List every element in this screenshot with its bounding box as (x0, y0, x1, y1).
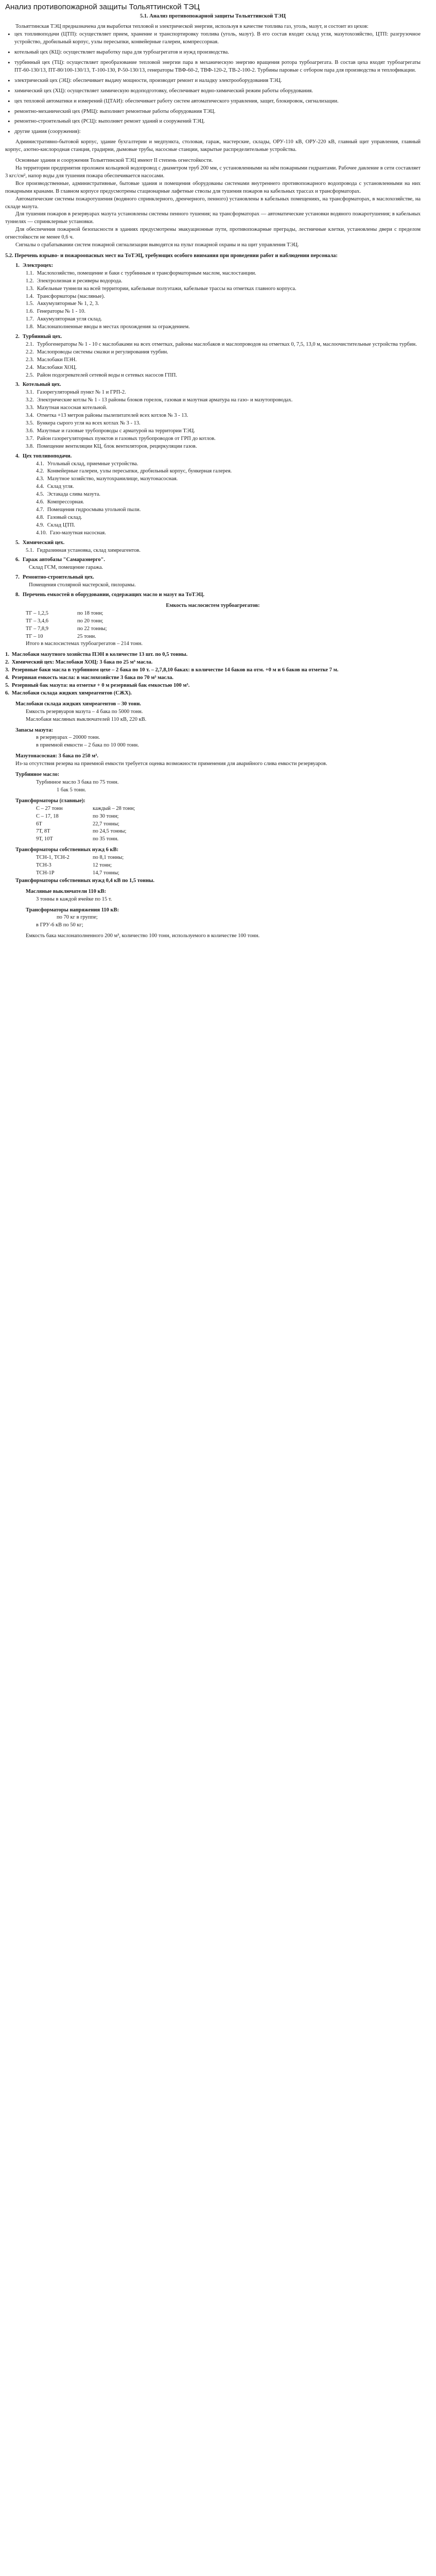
list-item: • цех топливоподачи (ЦТП): осуществляет прием, хранение и транспортировку топлива (уголь, мазут). В его состав входят склад угля, мазутохозяйство, ЦТП: разгрузочное устройство, дробильный корпус, узлы пересыпки, конвейерные галереи, компрессорная. (14, 31, 421, 46)
hazard-text: Аккумуляторные № 1, 2, 3. (37, 301, 99, 307)
oil-items-list (5, 651, 421, 697)
hazard-item (5, 420, 421, 428)
stock-title: Запасы мазута: (15, 727, 54, 733)
hazard-text: Помещение вентиляции КЦ, блок вентиляторов, рециркуляции газов. (37, 443, 197, 449)
tanks-title: Емкость маслосистем турбоагрегатов: (166, 602, 260, 608)
hazard-number: 4.4. (36, 484, 44, 490)
hazard-number: 1.4. (26, 293, 34, 299)
hazard-text: Электролизная и ресиверы водорода. (37, 278, 123, 284)
section-title: 5.1. Анализ противопожарной защиты Тольяттинской ТЭЦ (139, 13, 286, 19)
hazard-item (5, 270, 421, 278)
hazard-number: 5. (15, 539, 20, 546)
hazard-item (5, 285, 421, 293)
list-item (5, 854, 421, 862)
oil-item-number: 3. (5, 667, 9, 673)
list-item (5, 625, 421, 633)
hazard-item (5, 349, 421, 357)
hazard-text: Склад угля. (47, 484, 74, 490)
hazard-item (5, 412, 421, 420)
paragraph: На территории предприятия проложен кольцевой водопровод с диаметром труб 200 мм, с установленными на нём пожарными гидрантами. Рабочее давление в сети составляет 3 кгс/см², напор воды для тушения пожара обеспечивается насосами. (5, 165, 421, 179)
oil-item-number: 1. (5, 652, 9, 658)
list-item (5, 813, 421, 821)
hazard-text: Ремонтно-строительный цех. (22, 574, 94, 581)
hazard-item (5, 324, 421, 331)
mazutka-text: Из-за отсутствия резерва на приемной емкости требуется оценка возможности применения для аварийного слива емкости резервуаров. (15, 761, 327, 767)
paragraph: Автоматические системы пожаротушения (водяного спринклерного, дренчерного, пенного) установлены в кабельных помещениях, на трансформаторах, в маслохозяйстве, на складе мазута. (5, 196, 421, 210)
turbo-line: 1 бак 5 тонн. (57, 787, 86, 793)
hazards-list (5, 262, 421, 599)
hazard-text: Бункера сырого угля на всех котлах № 3 - 13. (37, 420, 141, 426)
oil-item (5, 682, 421, 690)
hazard-item (5, 357, 421, 364)
hazard-text: Маслопроводы системы смазки и регулирования турбин. (37, 349, 168, 355)
hazard-item (5, 308, 421, 316)
item-label: ТГ – 3,4,6 (26, 618, 48, 624)
item-label: ТГ – 1,2,5 (26, 610, 48, 616)
hazard-item (5, 293, 421, 301)
oil-item (5, 690, 421, 698)
hazard-text: Район подогревателей сетевой воды и сетевых насосов ГПП. (37, 372, 177, 378)
hazard-item (5, 262, 421, 270)
oil-item-text: Маслобаки мазутного хозяйства ПЭН в количестве 13 шт. по 0,5 тонны. (11, 652, 188, 658)
hazard-item (5, 341, 421, 349)
hazard-item (5, 364, 421, 372)
hazard-text: Склад ЦТП. (47, 522, 75, 528)
hazard-item (5, 300, 421, 308)
oil-item-text: Маслобаки склада жидких химреагентов (СЖХ). (11, 690, 132, 696)
hazard-number: 1.7. (26, 316, 34, 323)
hazard-item (5, 278, 421, 285)
hazard-text: Химический цех. (22, 539, 65, 546)
hazard-text: Маслобаки ХОЦ. (37, 364, 77, 370)
hazard-number: 3.7. (26, 435, 34, 442)
item-label: ТСН-1Р (36, 870, 55, 876)
hazard-item (5, 483, 421, 491)
list-item (5, 805, 421, 813)
item-value: 14,7 тонны; (93, 870, 119, 876)
oil-item-number: 2. (5, 659, 9, 666)
hazard-text: Мазутные и газовые трубопроводы с арматурой на территории ТЭЦ. (37, 428, 195, 434)
document (0, 0, 426, 944)
list-item: • электрический цех (ЭЦ): обеспечивает выдачу мощности, производит ремонт и наладку электрооборудования ТЭЦ. (14, 77, 421, 85)
hazard-text: Электрические котлы № 1 - 13 районы блоков горелок, газовая и мазутная арматура на газо- и мазутопроводах. (37, 397, 293, 403)
list-item: • ремонтно-механический цех (РМЦ): выполняет ремонтные работы оборудования ТЭЦ. (14, 108, 421, 116)
paragraph: Для обеспечения пожарной безопасности в зданиях предусмотрены эвакуационные пути, противопожарные преграды, лестничные клетки, установлены двери с пределом огнестойкости не менее 0,6 ч. (5, 227, 421, 241)
hazard-number: 6. (15, 557, 20, 563)
hazard-number: 3.5. (26, 420, 34, 426)
list-item: • котельный цех (КЦ): осуществляет выработку пара для турбоагрегатов и нужд производства. (14, 49, 421, 57)
list-item (5, 862, 421, 870)
own-list (5, 854, 421, 877)
hazard-item (5, 574, 421, 582)
list-item: • химический цех (ХЦ): осуществляет химическую водоподготовку, обеспечивает водно-химический режим работы оборудования. (14, 88, 421, 95)
hazard-item (5, 333, 421, 341)
switch-line: 3 тонны в каждой ячейке по 15 т. (36, 896, 112, 902)
paragraph: Сигналы о срабатывании систем пожарной сигнализации выводятся на пульт пожарной охраны и на щит управления ТЭЦ. (15, 242, 299, 248)
hazard-number: 7. (15, 574, 20, 581)
hazard-text: Гидразинная установка, склад химреагентов. (37, 547, 141, 553)
hazard-item (5, 428, 421, 435)
hazard-number: 1.3. (26, 285, 34, 292)
hazard-number: 2.3. (26, 357, 34, 363)
list-item (5, 618, 421, 625)
stock-line: в резервуарах – 20000 тонн. (36, 735, 100, 741)
hazard-text: Конвейерные галереи, узлы пересыпки, дробильный корпус, бункерная галерея. (47, 468, 232, 474)
hazard-item (5, 397, 421, 404)
hazard-number: 1.6. (26, 309, 34, 315)
mazut-title: Маслобаки склада жидких химреагентов – 30 тонн. (15, 701, 142, 707)
hazard-number: 3.2. (26, 397, 34, 403)
other-buildings: Административно-бытовой корпус, здание бухгалтерии и медпункта, столовая, гараж, мастерские, склады, ОРУ-110 кВ, ОРУ-220 кВ, главный щит управления, главный корпус, азотно-кислородная станция, градирни, дымовые трубы, насосные станции, закрытые распределительные устройства. (5, 139, 421, 153)
item-value: 12 тонн; (93, 862, 112, 869)
item-value: 25 тонн. (77, 633, 96, 639)
hazard-number: 4.5. (36, 492, 44, 498)
hazard-number: 3. (15, 382, 20, 388)
oil-item (5, 674, 421, 682)
hazard-number: 1. (15, 262, 20, 268)
mazutka-title: Мазутонасосная: 3 бака по 250 м³. (15, 753, 99, 759)
hazard-number: 4.1. (36, 461, 44, 467)
list-item (5, 821, 421, 828)
transf-list (5, 805, 421, 844)
hazard-item (5, 514, 421, 522)
oil-item-text: Резервные баки масла в турбинном цехе – 2 бака по 10 т. – 2,7,8,10 баках: в количестве 14 баков на отм. +0 м и 6 баков на отметке 7 м. (11, 667, 339, 673)
hazard-item (5, 404, 421, 412)
hazard-text: Газо-мазутная насосная. (50, 530, 106, 536)
hazard-text: Гараж автобазы "Самараэнерго". (22, 557, 106, 563)
item-label: ТГ – 7,8,9 (26, 625, 48, 632)
item-label: 7Т, 8Т (36, 828, 50, 835)
item-value: по 22 тонны; (77, 625, 107, 632)
hazard-text: Перечень емкостей в оборудовании, содержащих масло и мазут на ТоТЭЦ. (22, 592, 205, 598)
hazard-number: 4.9. (36, 522, 44, 528)
item-label: ТСН-3 (36, 862, 51, 869)
hazard-number: 3.4. (26, 413, 34, 419)
item-value: по 18 тонн; (77, 610, 103, 616)
tanks-total: Итого в маслосистемах турбоагрегатов – 214 тонн. (26, 641, 143, 647)
oil-item (5, 651, 421, 659)
hazard-number: 3.3. (26, 405, 34, 411)
item-label: ТСН-1, ТСН-2 (36, 855, 69, 861)
oil-item-number: 6. (5, 690, 9, 696)
paragraph: Основные здания и сооружения Тольяттинской ТЭЦ имеют II степень огнестойкости. (15, 158, 213, 164)
hazard-text: Мазутное хозяйство, мазутохранилище, мазутонасосная. (47, 476, 178, 482)
hazard-item (5, 539, 421, 547)
list-item: • другие здания (сооружения): (14, 128, 421, 136)
mazut-line: Емкость резервуаров мазута – 4 бака по 5000 тонн. (26, 708, 143, 715)
hazard-text: Турбогенераторы № 1 - 10 с маслобаками на всех отметках, районы маслобаков и маслопроводов на отметках 0, 7,5, 13,0 м, маслоочистительные устройства турбин. (37, 341, 417, 347)
last-line: по 70 кг в группе; (57, 914, 98, 921)
item-label: 6Т (36, 821, 42, 827)
hazard-text: Район газорегуляторных пунктов и газовых трубопроводов от ГРП до котлов. (37, 435, 216, 442)
oil-item-number: 5. (5, 683, 9, 688)
hazard-text: Отметка +13 метров районы пылепитателей всех котлов № 3 - 13. (37, 413, 188, 419)
item-label: С – 27 тонн (36, 805, 63, 811)
list-item (5, 870, 421, 877)
hazard-number: 4. (15, 453, 20, 459)
turbo-line: Турбинное масло 3 бака по 75 тонн. (36, 779, 119, 785)
hazard-number: 8. (15, 592, 20, 598)
item-value: 22,7 тонны; (93, 821, 119, 827)
hazard-text: Помещения столярной мастерской, пилорамы. (29, 582, 136, 588)
hazard-item (5, 435, 421, 443)
hazard-item (5, 556, 421, 564)
last-line: в ГРУ-6 кВ по 50 кг; (36, 922, 83, 928)
hazard-text: Маслонаполненные вводы в местах прохождения за ограждением. (37, 324, 190, 330)
hazard-item (5, 468, 421, 476)
hazard-text: Эстакада слива мазута. (47, 492, 100, 498)
hazard-item (5, 582, 421, 589)
hazard-text: Компрессорная. (47, 499, 84, 505)
item-value: по 30 тонн; (93, 813, 119, 819)
paragraph: Все производственные, административные, бытовые здания и помещения оборудованы системами внутреннего противопожарного водопровода с установленными на них пожарными кранами. В главном корпусе предусмотрены стационарные лафетные стволы для тушения пожаров на кабельных трассах и трансформаторах. (5, 180, 421, 194)
last-item: Емкость бака маслонаполненного 200 м³, количество 100 тонн, используемого в количестве 100 тонн. (26, 933, 260, 939)
hazard-text: Маслобаки ПЭН. (37, 357, 77, 363)
item-value: по 20 тонн; (77, 618, 103, 624)
oil-item-text: Химический цех: Маслобаки ХОЦ: 3 бака по 25 м³ масла. (11, 659, 153, 666)
hazard-number: 1.5. (26, 301, 34, 307)
hazard-item (5, 461, 421, 468)
hazard-text: Турбинный цех. (22, 334, 62, 340)
hazard-item (5, 491, 421, 499)
hazard-number: 3.6. (26, 428, 34, 434)
hazard-number: 2.1. (26, 341, 34, 347)
hazard-number: 1.2. (26, 278, 34, 284)
hazard-item (5, 530, 421, 537)
tanks-list (5, 610, 421, 641)
transf-title: Трансформаторы (главные): (15, 798, 85, 804)
hazard-number: 4.3. (36, 476, 44, 482)
document-title: Анализ противопожарной защиты Тольяттинской ТЭЦ (5, 3, 200, 11)
item-value: по 24,5 тонны; (93, 828, 127, 835)
hazard-item (5, 389, 421, 397)
item-label: С – 17, 18 (36, 813, 59, 819)
hazard-item (5, 591, 421, 599)
hazard-item (5, 564, 421, 572)
hazard-number: 4.2. (36, 468, 44, 474)
list-item: • турбинный цех (ТЦ): осуществляет преобразование тепловой энергии пара в механическую энергию вращения ротора турбоагрегата. В состав цеха входят турбоагрегаты ПТ-60-130/13, ПТ-80/100-130/13, Т-100-130, Р-50-130/13, генераторы ТВФ-60-2, ТВФ-120-2, ТВ-2-100-2. Турбины паровые с отбором пара для производства и теплофикации. (14, 59, 421, 75)
hazard-number: 4.8. (36, 514, 44, 520)
hazard-text: Аккумуляторная угля склад. (37, 316, 102, 323)
own-title: Трансформаторы собственных нужд 6 кВ: (15, 847, 119, 853)
hazard-text: Угольный склад, приемные устройства. (47, 461, 138, 467)
hazard-text: Кабельные туннели на всей территории, кабельные полуэтажи, кабельные трассы на отметках главного корпуса. (37, 285, 297, 292)
hazard-text: Цех топливоподачи. (22, 453, 72, 459)
hazard-text: Мазутная насосная котельной. (37, 405, 108, 411)
hazard-number: 2. (15, 334, 20, 340)
hazard-number: 2.4. (26, 364, 34, 370)
hazard-number: 4.6. (36, 499, 44, 505)
intro-paragraph: Тольяттинская ТЭЦ предназначена для выработки тепловой и электрической энергии, используя в качестве топлива газ, уголь, мазут, и состоит из цехов: (15, 24, 369, 30)
list-item: • цех тепловой автоматики и измерений (ЦТАИ): обеспечивает работу систем автоматического управления, защит, блокировок, сигнализации. (14, 98, 421, 106)
turbo-title: Турбинное масло: (15, 772, 60, 778)
hazard-text: Маслохозяйство, помещение и баки с турбинным и трансформаторным маслом, маслостанции. (37, 270, 256, 276)
oil-item-number: 4. (5, 675, 9, 681)
hazard-item (5, 522, 421, 530)
hazard-number: 1.8. (26, 324, 34, 330)
hazard-number: 4.7. (36, 506, 44, 513)
hazard-item (5, 506, 421, 514)
hazard-number: 2.2. (26, 349, 34, 355)
last-title: Трансформаторы напряжения 110 кВ: (26, 907, 119, 913)
hazard-item (5, 372, 421, 380)
hazard-number: 5.1. (26, 547, 34, 553)
paragraph: Для тушения пожаров в резервуарах мазута установлены системы пенного тушения; на трансформаторах — автоматические установки водяного пожаротушения; в кабельных туннелях — спринклерные установки. (5, 211, 421, 225)
own-total: Трансформаторы собственных нужд 0,4 кВ по 1,5 тонны. (15, 877, 154, 884)
list-item: • ремонтно-строительный цех (РСЦ): выполняет ремонт зданий и сооружений ТЭЦ. (14, 118, 421, 126)
hazard-text: Помещения гидросмыва угольной пыли. (47, 506, 141, 513)
hazard-item (5, 476, 421, 483)
list-item (5, 828, 421, 836)
stock-line: в приемной емкости – 2 бака по 10 000 тонн. (36, 742, 139, 749)
hazard-number: 4.10. (36, 530, 47, 536)
hazard-text: Трансформаторы (масляные). (37, 293, 105, 299)
switch-title: Масляные выключатели 110 кВ: (26, 888, 106, 894)
hazard-number: 2.5. (26, 372, 34, 378)
hazard-item (5, 453, 421, 461)
hazard-item (5, 547, 421, 555)
hazard-number: 3.8. (26, 443, 34, 449)
item-value: по 8,1 тонны; (93, 855, 124, 861)
hazard-text: Электроцех: (22, 262, 54, 268)
list-item (5, 836, 421, 843)
item-value: по 35 тонн. (93, 836, 119, 842)
hazard-text: Газорегуляторный пункт № 1 и ГРП-2. (37, 389, 126, 396)
hazard-number: 1.1. (26, 270, 34, 276)
oil-item (5, 667, 421, 674)
oil-item-text: Резервная емкость масла: в маслохозяйстве 3 бака по 70 м³ масла. (11, 675, 173, 681)
hazard-item (5, 443, 421, 451)
hazard-item (5, 499, 421, 506)
item-value: каждый – 28 тонн; (93, 805, 135, 811)
item-label: ТГ – 10 (26, 633, 43, 639)
list-item (5, 610, 421, 618)
oil-item (5, 659, 421, 667)
list-item (5, 633, 421, 641)
mazut-line: Маслобаки масляных выключателей 110 кВ, 220 кВ. (26, 716, 147, 722)
hazard-text: Склад ГСМ, помещение гаража. (29, 565, 103, 571)
hazard-text: Котельный цех. (22, 382, 61, 388)
item-label: 9Т, 10Т (36, 836, 53, 842)
shops-list (5, 31, 421, 136)
hazard-number: 3.1. (26, 389, 34, 396)
hazard-item (5, 381, 421, 389)
hazard-text: Газовый склад. (47, 514, 82, 520)
oil-item-text: Резервный бак мазута: на отметке + 0 м резервный бак емкостью 100 м³. (11, 683, 190, 688)
hazard-text: Генераторы № 1 - 10. (37, 309, 85, 315)
hazard-item (5, 316, 421, 324)
hazards-title: 5.2. Перечень взрыво- и пожароопасных мест на ТоТЭЦ, требующих особого внимания при проведении работ и наблюдении персонала: (5, 252, 338, 259)
